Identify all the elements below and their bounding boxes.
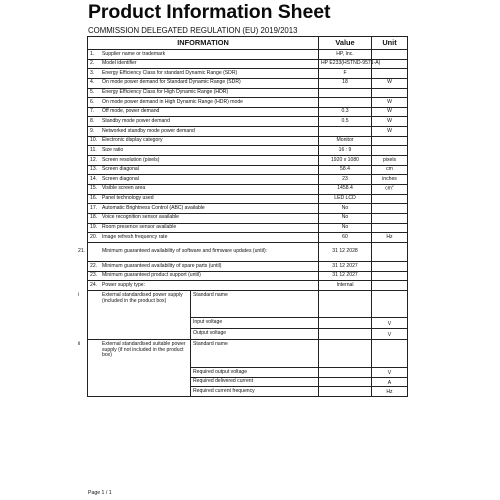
row-number: 12. — [90, 156, 98, 163]
row-unit-text: W — [387, 108, 392, 115]
row-unit — [372, 194, 408, 204]
row-value: Monitor — [319, 136, 372, 146]
row-value: 1920 x 1080 — [319, 156, 372, 166]
table-row — [88, 88, 408, 98]
row-info-cell — [78, 242, 319, 261]
row-info — [90, 137, 163, 143]
psu-sub-unit — [372, 291, 408, 318]
psu-mark: i — [78, 292, 80, 299]
row-number: 21. — [78, 248, 86, 255]
row-info-cell — [88, 223, 319, 233]
psu-sub-label: Standard name — [191, 340, 319, 368]
row-number: 9. — [90, 127, 95, 134]
row-label: Energy Efficiency Class for standard Dynamic Range (SDR) — [102, 69, 238, 76]
row-unit — [372, 136, 408, 146]
row-info-cell — [88, 194, 319, 204]
row-unit — [372, 88, 408, 98]
psu-sub-label: Input voltage — [191, 318, 319, 329]
psu-sub-value — [319, 368, 372, 378]
row-info-cell — [88, 98, 319, 108]
row-number: 6. — [90, 98, 95, 105]
row-unit — [372, 127, 408, 137]
row-value — [319, 98, 372, 108]
row-info — [90, 282, 145, 288]
row-value: No — [319, 204, 372, 214]
row-number: 10. — [90, 137, 98, 144]
row-unit — [372, 175, 408, 185]
row-info-cell — [88, 213, 319, 223]
row-label: Room presence sensor available — [102, 224, 177, 231]
header-unit: Unit — [372, 37, 408, 50]
row-value: 16 : 9 — [319, 146, 372, 156]
row-label: Voice recognition sensor available — [102, 214, 180, 221]
table-row — [88, 291, 408, 318]
row-info-cell — [88, 281, 319, 291]
table-row — [88, 146, 408, 156]
row-value: 23 — [319, 175, 372, 185]
row-value: 60 — [319, 233, 372, 243]
table-row — [88, 271, 408, 281]
row-label: Screen diagonal — [102, 175, 139, 182]
row-label: Minimum guaranteed availability of software and firmware updates (until): — [102, 248, 268, 255]
row-info — [90, 185, 145, 191]
row-value: HP E233(HSTND-9571-A) — [319, 59, 372, 69]
table-row — [88, 262, 408, 272]
row-unit-text: W — [387, 98, 392, 105]
row-value: 31 12 2027 — [319, 262, 372, 272]
table-row — [88, 117, 408, 127]
row-label: Image refresh frequency rate — [102, 233, 168, 240]
row-unit — [372, 50, 408, 60]
row-label: Minimum guaranteed availability of spare parts (until) — [102, 262, 222, 269]
row-number: 4. — [90, 79, 95, 86]
row-unit-superscript: 2 — [391, 184, 394, 189]
row-value: No — [319, 213, 372, 223]
table-row — [88, 50, 408, 60]
row-info — [90, 205, 205, 211]
row-number: 11. — [90, 146, 97, 153]
row-value: 1458.4 — [319, 184, 372, 194]
row-value — [319, 88, 372, 98]
row-info — [90, 263, 221, 269]
row-unit — [372, 242, 408, 261]
row-info — [90, 60, 137, 66]
row-value: Internal — [319, 281, 372, 291]
row-info — [90, 157, 159, 163]
row-info-cell — [88, 88, 319, 98]
psu-sub-value — [319, 318, 372, 329]
row-info — [90, 51, 165, 57]
row-label: Size ratio — [102, 146, 124, 153]
row-number: 3. — [90, 69, 95, 76]
psu-sub-unit: A — [372, 377, 408, 387]
psu_external-label-cell — [78, 340, 191, 397]
row-label: Panel technology used — [102, 195, 154, 202]
table-row — [88, 233, 408, 243]
row-info-cell — [88, 78, 319, 88]
psu-sub-unit: Hz — [372, 387, 408, 397]
row-value: LED LCD — [319, 194, 372, 204]
row-number: 16. — [90, 195, 98, 202]
row-info-cell — [88, 156, 319, 166]
row-unit — [372, 271, 408, 281]
row-label: Standby mode power demand — [102, 118, 170, 124]
row-number: 7. — [90, 108, 95, 115]
row-info-cell — [88, 262, 319, 272]
psu_internal-label — [78, 292, 188, 304]
row-info-cell — [88, 50, 319, 60]
row-unit — [372, 98, 408, 108]
psu-sub-unit: V — [372, 368, 408, 378]
row-unit-text: W — [387, 118, 392, 124]
row-value — [319, 127, 372, 137]
row-number: 13. — [90, 166, 98, 173]
row-unit — [372, 156, 408, 166]
row-info — [90, 214, 179, 220]
row-unit — [372, 213, 408, 223]
row-number: 2. — [90, 60, 95, 67]
table-row — [88, 281, 408, 291]
table-body — [78, 50, 408, 397]
row-label: Minimum guaranteed product support (until) — [102, 272, 201, 279]
row-number: 17. — [90, 204, 98, 211]
table-row — [88, 175, 408, 185]
psu_internal-label-cell — [78, 291, 191, 340]
row-info — [90, 224, 176, 230]
table-row — [88, 107, 408, 117]
table-row — [88, 194, 408, 204]
table-row — [88, 78, 408, 88]
psu-mark: ii — [78, 341, 81, 348]
row-label: On mode power demand in High Dynamic Range (HDR) mode — [102, 98, 243, 105]
row-info — [90, 108, 159, 114]
row-number: 14. — [90, 175, 98, 182]
psu-sub-value — [319, 387, 372, 397]
psu-sub-value — [319, 377, 372, 387]
row-label: Automatic Brightness Control (ABC) available — [102, 204, 205, 211]
row-info-cell — [88, 59, 319, 69]
psu-label-text: External standardised power supply (included in the product box) — [102, 292, 183, 304]
table-row — [88, 223, 408, 233]
row-value: 18 — [319, 78, 372, 88]
row-value: HP, Inc. — [319, 50, 372, 60]
table-header-row — [88, 37, 408, 50]
row-info — [78, 248, 316, 255]
row-info — [90, 195, 154, 201]
table-row — [88, 136, 408, 146]
table-row — [88, 98, 408, 108]
psu-sub-label: Standard name — [191, 291, 319, 318]
row-value: 0.3 — [319, 107, 372, 117]
row-info-cell — [88, 204, 319, 214]
row-unit — [372, 262, 408, 272]
row-info-cell — [88, 184, 319, 194]
table-row — [88, 165, 408, 175]
psu-sub-label: Output voltage — [191, 329, 319, 340]
row-value: 58.4 — [319, 165, 372, 175]
psu-sub-value — [319, 340, 372, 368]
row-info-cell — [88, 146, 319, 156]
row-unit-text: W — [387, 79, 392, 86]
row-value: 31 12 2027 — [319, 271, 372, 281]
row-info-cell — [88, 175, 319, 185]
row-unit — [372, 165, 408, 175]
page-footer: Page 1 / 1 — [88, 490, 112, 496]
table-row — [88, 242, 408, 261]
row-label: Screen diagonal — [102, 166, 139, 173]
regulation-subtitle: COMMISSION DELEGATED REGULATION (EU) 2019/2013 — [88, 26, 298, 35]
row-number: 22. — [90, 262, 98, 269]
psu-sub-unit: V — [372, 329, 408, 340]
row-info-cell — [88, 117, 319, 127]
header-information: INFORMATION — [88, 37, 319, 50]
psu-sub-unit — [372, 340, 408, 368]
row-value: 31 12 2028 — [319, 242, 372, 261]
row-unit — [372, 117, 408, 127]
table-row — [88, 204, 408, 214]
row-label: Off mode, power demand — [102, 108, 160, 115]
page-title: Product Information Sheet — [88, 1, 331, 23]
row-info — [90, 147, 123, 153]
row-unit-text: cm — [385, 185, 392, 192]
row-number: 19. — [90, 224, 98, 231]
row-label: Screen resolution (pixels) — [102, 156, 160, 163]
row-unit-text: W — [387, 127, 392, 134]
row-number: 15. — [90, 185, 98, 192]
row-number: 1. — [90, 50, 95, 57]
row-info-cell — [88, 127, 319, 137]
row-info-cell — [88, 136, 319, 146]
row-info — [90, 176, 139, 182]
row-value: No — [319, 223, 372, 233]
psu-sub-label: Required current frequency — [191, 387, 319, 397]
row-unit — [372, 78, 408, 88]
row-info — [90, 128, 195, 134]
psu_external-label — [78, 341, 188, 359]
row-info-cell — [88, 165, 319, 175]
row-label: Power supply type: — [102, 281, 146, 288]
row-unit-text: Hz — [386, 233, 393, 240]
table-row — [88, 59, 408, 69]
row-label: Energy Efficiency Class for High Dynamic Range (HDR) — [102, 89, 229, 96]
row-label: Model identifier — [102, 60, 137, 67]
header-value: Value — [319, 37, 372, 50]
row-unit — [372, 107, 408, 117]
row-number: 20. — [90, 233, 98, 240]
row-info-cell — [88, 107, 319, 117]
table-row — [88, 127, 408, 137]
row-info — [90, 234, 167, 240]
row-unit-text: cm — [386, 166, 393, 173]
row-label: Supplier name or trademark — [102, 50, 166, 57]
row-unit — [372, 184, 408, 194]
psu-sub-unit: V — [372, 318, 408, 329]
row-unit — [372, 69, 408, 79]
row-info — [90, 166, 139, 172]
row-info-cell — [88, 233, 319, 243]
row-number: 24. — [90, 281, 98, 288]
table-row — [88, 340, 408, 368]
row-number: 5. — [90, 89, 95, 96]
row-label: Electronic display category — [102, 137, 163, 144]
row-unit-text: inches — [382, 175, 397, 182]
row-number: 18. — [90, 214, 98, 221]
table-row — [88, 69, 408, 79]
row-unit — [372, 204, 408, 214]
row-label: Networked standby mode power demand — [102, 127, 195, 134]
row-unit-text: pixels — [382, 156, 397, 163]
row-info — [90, 272, 201, 278]
psu-sub-value — [319, 329, 372, 340]
information-table — [78, 36, 408, 397]
psu-sub-label: Required delivered current — [191, 377, 319, 387]
table-row — [88, 184, 408, 194]
row-unit — [372, 146, 408, 156]
row-value: F — [319, 69, 372, 79]
row-info — [90, 89, 228, 95]
row-label: Visible screen area — [102, 185, 146, 192]
row-info-cell — [88, 69, 319, 79]
row-number: 8. — [90, 118, 95, 124]
psu-label-text: External standardised suitable power supply (if not included in the product box) — [102, 341, 186, 359]
row-unit — [372, 281, 408, 291]
row-info — [90, 79, 241, 85]
table-row — [88, 213, 408, 223]
row-info — [90, 70, 237, 76]
row-unit — [372, 233, 408, 243]
row-value: 0.5 — [319, 117, 372, 127]
psu-sub-label: Required output voltage — [191, 368, 319, 378]
row-number: 23. — [90, 272, 98, 279]
table-row — [88, 156, 408, 166]
row-info — [90, 99, 243, 105]
psu-sub-value — [319, 291, 372, 318]
row-info — [90, 118, 170, 124]
row-info-cell — [88, 271, 319, 281]
row-label: On mode power demand for Standard Dynamic Range (SDR) — [102, 79, 241, 86]
row-unit — [372, 223, 408, 233]
